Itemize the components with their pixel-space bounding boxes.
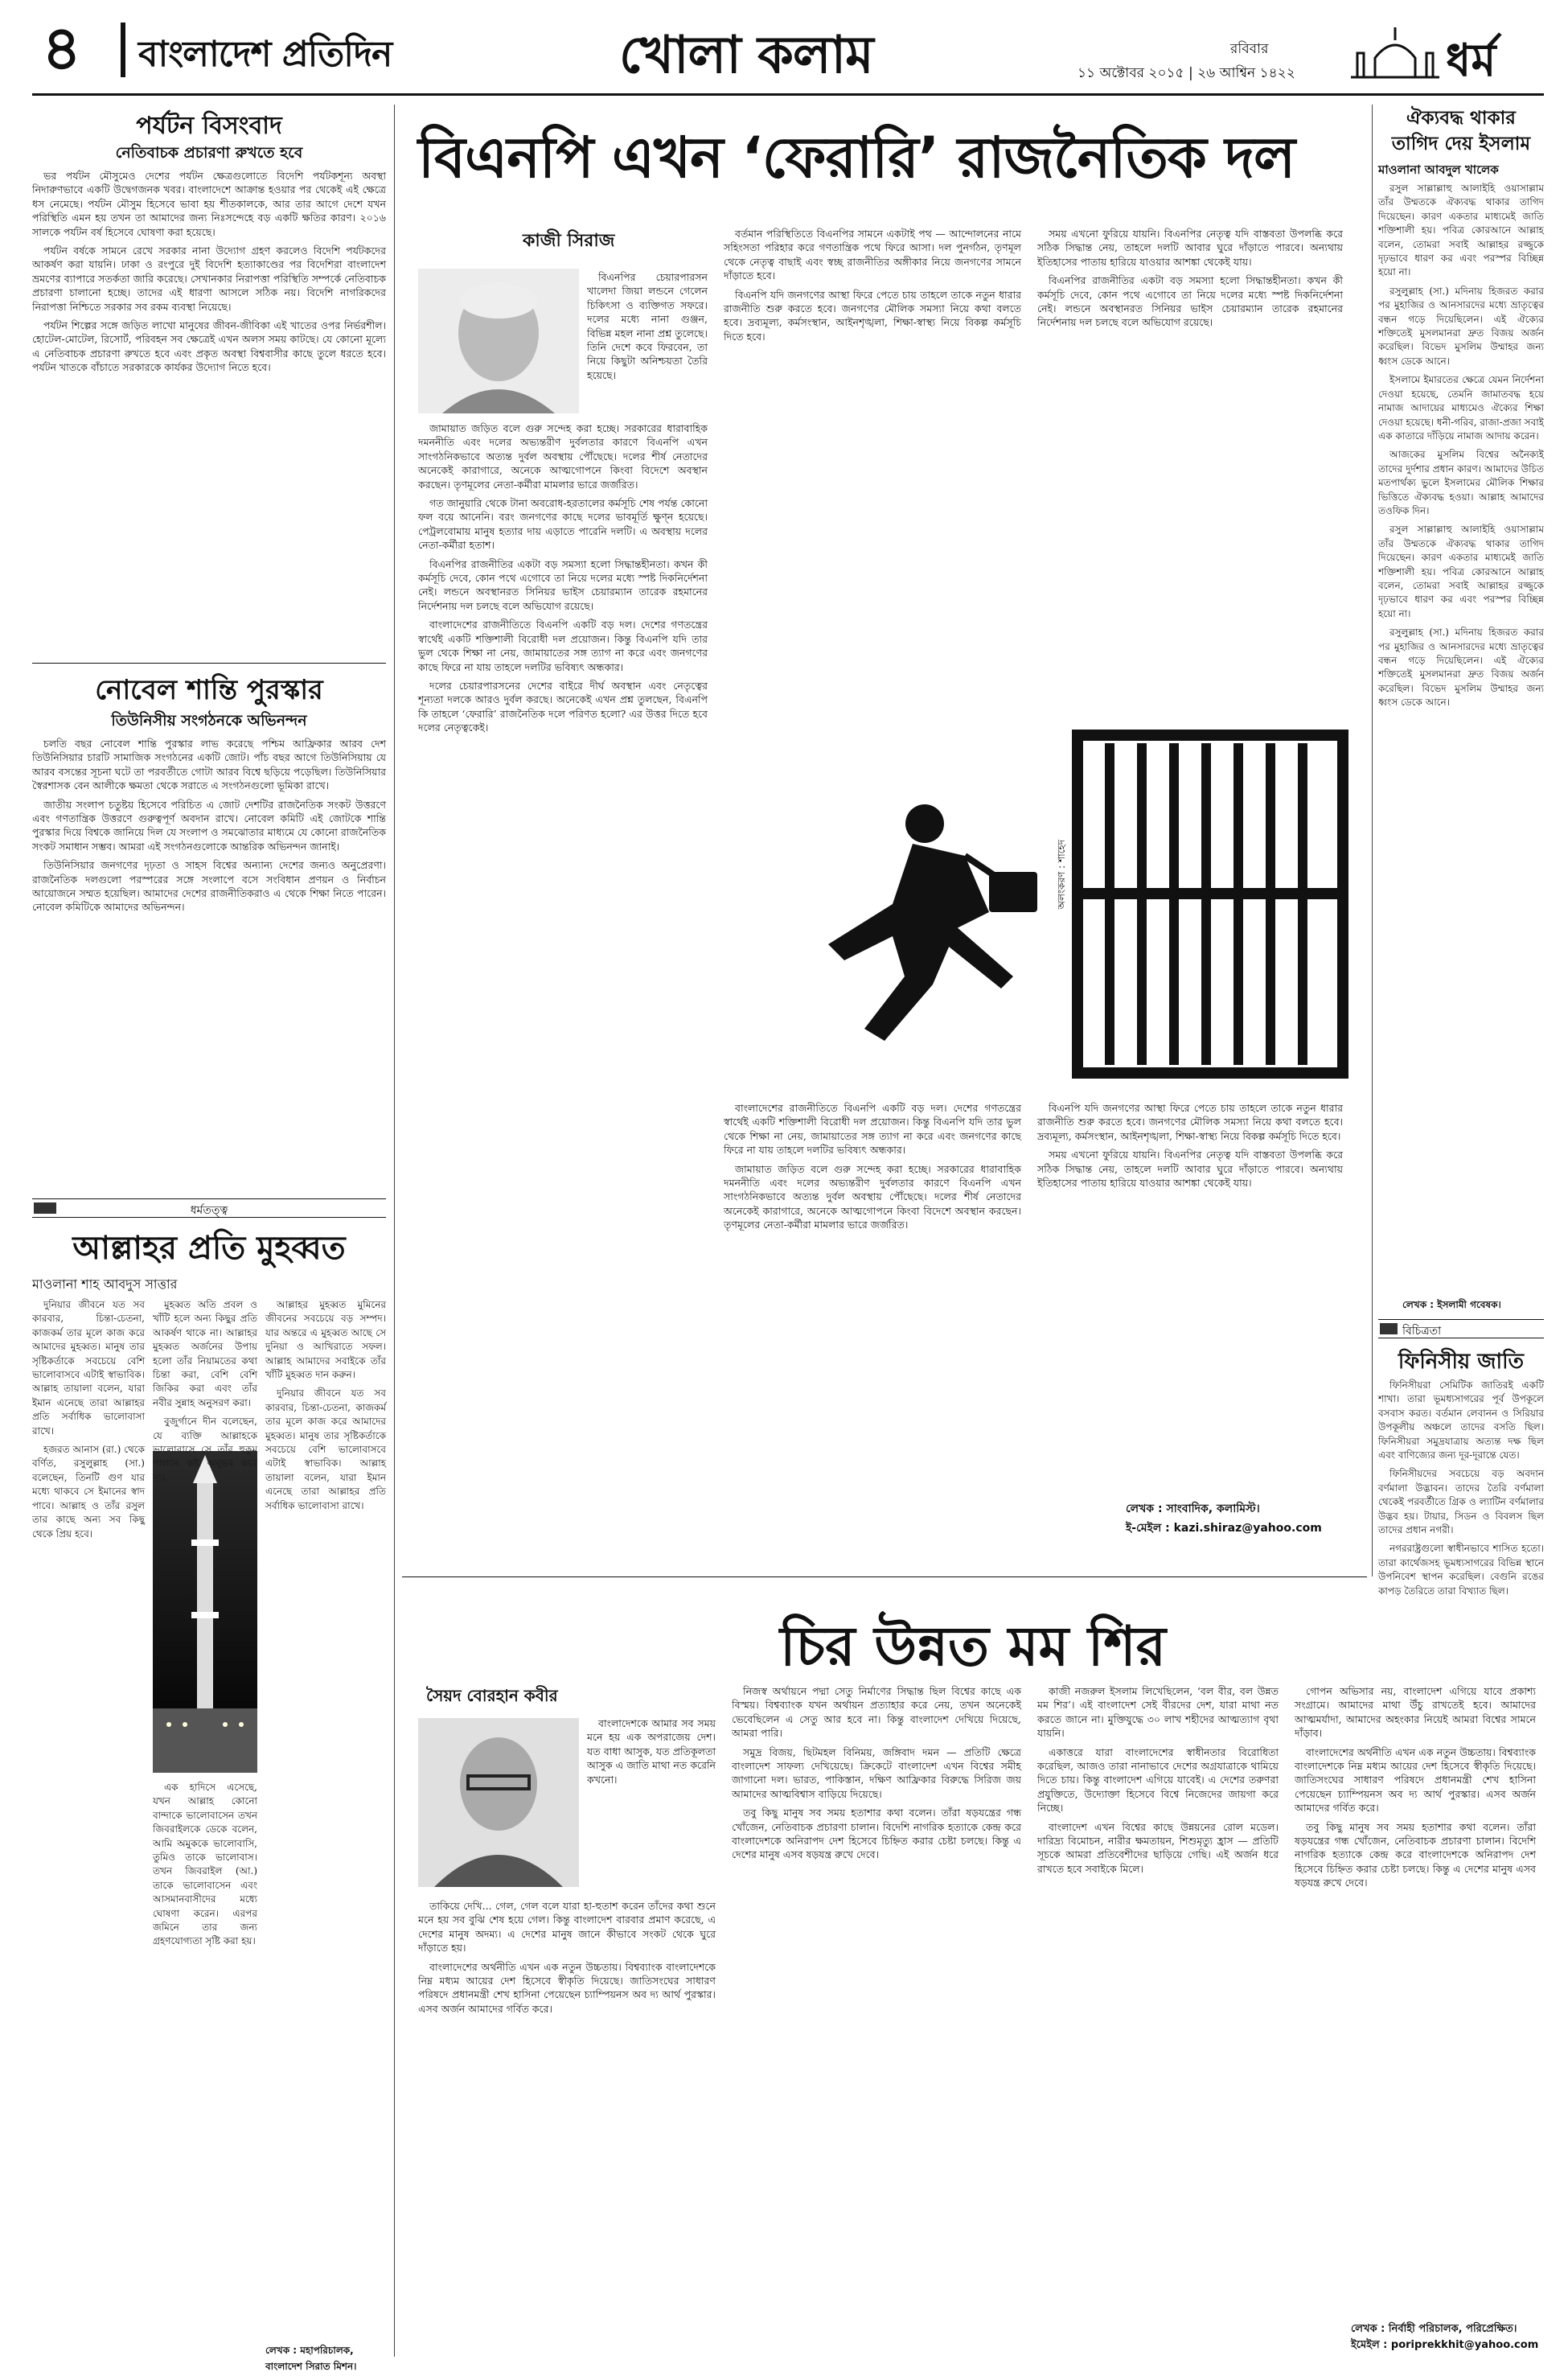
paragraph: ভর পর্যটন মৌসুমেও দেশের পর্যটন ক্ষেত্রগুলোতে বিদেশি পর্যটকশূন্য অবস্থা নিদারুণভাবে একটি উদ্বেগজনক খবর। বাংলাদেশে আক্রান্ত হওয়ার পর থেকেই এই ক্ষেত্রে ধস নেমেছে। পর্যটন মৌসুম হিসেবে ভাবা হয় শীতকালকে, আর তার আগে দেশে যখন পরিস্থিতি এমন হয় তখন তা আমাদের জন্য নিঃসন্দেহে বড় একটি ক্ষতির কারণ। ২০১৬ সালকে পর্যটন বর্ষ হিসেবে ঘোষণা করা হয়েছে। [32, 170, 386, 238]
right-column [1378, 100, 1545, 1597]
paragraph: একাত্তরে যারা বাংলাদেশের স্বাধীনতার বিরোধিতা করেছিল, আজও তারা নানাভাবে দেশের অগ্রযাত্রাকে থামিয়ে দিতে চায়। কিন্তু বাংলাদেশ এগিয়ে যাবেই। এ দেশের তরুণরা প্রযুক্তিতে, উদ্যোক্তা হিসেবে বিশ্বে নিজেদের জায়গা করে নিচ্ছে। [1037, 1745, 1279, 1815]
paragraph: নগররাষ্ট্রগুলো স্বাধীনভাবে শাসিত হতো। তারা কার্থেজসহ ভূমধ্যসাগরের বিভিন্ন স্থানে উপনিবেশ স্থাপন করেছিল। বেগুনি রঙের কাপড় তৈরিতে তারা বিখ্যাত ছিল। [1378, 1543, 1544, 1597]
article1-author: কাজী সিরাজ [523, 231, 615, 251]
paragraph: রসুলুল্লাহ (সা.) মদিনায় হিজরত করার পর মুহাজির ও আনসারদের মধ্যে ভ্রাতৃত্বের বন্ধন গড়ে দিয়েছিলেন। এই ঐক্যের শক্তিতেই মুসলমানরা দ্রুত বিজয় অর্জন করেছিল। বিভেদ মুসলিম উম্মাহর জন্য ধ্বংস ডেকে আনে। [1378, 285, 1544, 367]
paragraph: হজরত আনাস (রা.) থেকে বর্ণিত, রসুলুল্লাহ (সা.) বলেছেন, তিনটি গুণ যার মধ্যে থাকবে সে ইমানের স্বাদ পাবে। আল্লাহ ও তাঁর রসুল তার কাছে অন্য সব কিছু থেকে প্রিয় হবে। [32, 1444, 145, 1539]
article3-body-a [32, 1298, 145, 2344]
article2-lead [587, 1716, 716, 1893]
masthead-rule [32, 93, 1544, 96]
article2-author: সৈয়দ বোরহান কবীর [426, 1686, 558, 1705]
news2-headline: নোবেল শান্তি পুরস্কার [95, 674, 323, 706]
mosque-night-photo [153, 1451, 257, 1773]
right-h1-body [1378, 182, 1544, 1292]
news1-subhead: নেতিবাচক প্রচারণা রুখতে হবে [115, 144, 303, 162]
article1-footer-writer: লেখক : সাংবাদিক, কলামিস্ট। [1126, 1502, 1260, 1515]
misc-label: বিচিত্রতা [1402, 1325, 1442, 1338]
masthead-divider [121, 23, 125, 77]
paragraph: বিএনপির চেয়ারপারসন খালেদা জিয়া লন্ডনে গেলেন চিকিৎসা ও ব্যক্তিগত সফরে। দলের মধ্যে নানা গুঞ্জন, বিভিন্ন মহল নানা প্রশ্ন তুলেছে। তিনি দেশে কবে ফিরবেন, তা নিয়ে কিছুটা অনিশ্চয়তা তৈরি হয়েছে। [587, 271, 708, 381]
right-h1-footer: লেখক : ইসলামী গবেষক। [1402, 1299, 1501, 1310]
news2-subhead: তিউনিসীয় সংগঠনকে অভিনন্দন [111, 712, 307, 730]
section-title: খোলা কলাম [619, 26, 873, 85]
article2-headline: চির উন্নত মম শির [780, 1615, 1166, 1679]
paragraph: সময় এখনো ফুরিয়ে যায়নি। বিএনপির নেতৃত্ব যদি বাস্তবতা উপলব্ধি করে সঠিক সিদ্ধান্ত নেয়, তাহলে দলটি আবার ঘুরে দাঁড়াতে পারবে। অন্যথায় ইতিহাসের পাতায় হারিয়ে যাওয়ার আশঙ্কা থেকেই যায়। [1037, 1149, 1343, 1190]
article3-body-b [153, 1298, 257, 1483]
right-h1-line1: ঐক্যবদ্ধ থাকার [1406, 108, 1516, 129]
article1-footer-email: ই-মেইল : kazi.shiraz@yahoo.com [1126, 1522, 1322, 1535]
news1-headline: পর্যটন বিসংবাদ [136, 112, 282, 140]
right-h2: ফিনিসীয় জাতি [1398, 1350, 1525, 1374]
misc-icon [1380, 1323, 1398, 1334]
paragraph: নিজস্ব অর্থায়নে পদ্মা সেতু নির্মাণের সিদ্ধান্ত ছিল বিশ্বের কাছে এক বিস্ময়। বিশ্বব্যাংক যখন অর্থায়ন প্রত্যাহার করে নেয়, তখন অনেকেই ভেবেছিলেন এ সেতু আর হবে না। কিন্তু বাংলাদেশ দেখিয়ে দিয়েছে, আমরা পারি। [732, 1685, 1021, 1740]
paragraph: বাংলাদেশকে আমার সব সময় মনে হয় এক অপরাজেয় দেশ। যত বাধা আসুক, যত প্রতিকূলতা আসুক এ জাতি মাথা নত করেনি কখনো। [587, 1717, 716, 1786]
news1-body [32, 169, 386, 652]
paragraph: বিএনপি যদি জনগণের আস্থা ফিরে পেতে চায় তাহলে তাকে নতুন ধারার রাজনীতি শুরু করতে হবে। জনগণের মৌলিক সমস্যা নিয়ে কথা বলতে হবে। দ্রব্যমূল্য, কর্মসংস্থান, আইনশৃঙ্খলা, শিক্ষা-স্বাস্থ্য নিয়ে বিকল্প কর্মসূচি দিতে হবে। [1037, 1102, 1343, 1142]
minaret-icon [153, 1451, 257, 1773]
article3-author: মাওলানা শাহ আবদুস সাত্তার [32, 1276, 178, 1292]
paragraph: বাংলাদেশের অর্থনীতি এখন এক নতুন উচ্চতায়। বিশ্বব্যাংক বাংলাদেশকে নিম্ন মধ্যম আয়ের দেশ হিসেবে স্বীকৃতি দিয়েছে। জাতিসংঘের সাধারণ পরিষদে প্রধানমন্ত্রী শেখ হাসিনা পেয়েছেন চ্যাম্পিয়নস অব দ্য আর্থ পুরস্কার। এসব অর্জন আমাদের গর্বিত করে। [418, 1960, 716, 2015]
paragraph: বুজুর্গানে দীন বলেছেন, যে ব্যক্তি আল্লাহকে ভালোবাসে সে তাঁর হুকুম পালনে কষ্ট অনুভব করে না। [153, 1416, 257, 1483]
article1-headline: বিএনপি এখন ‘ফেরারি’ রাজনৈতিক দল [418, 125, 1295, 191]
right-column-divider [1372, 105, 1373, 1576]
paragraph: রসুলুল্লাহ (সা.) মদিনায় হিজরত করার পর মুহাজির ও আনসারদের মধ্যে ভ্রাতৃত্বের বন্ধন গড়ে দিয়েছিলেন। এই ঐক্যের শক্তিতেই মুসলমানরা দ্রুত বিজয় অর্জন করেছিল। বিভেদ মুসলিম উম্মাহর জন্য ধ্বংস ডেকে আনে। [1378, 627, 1544, 709]
paragraph: রসুল সাল্লাল্লাহু আলাইহি ওয়াসাল্লাম তাঁর উম্মতকে ঐক্যবদ্ধ থাকার তাগিদ দিয়েছেন। কারণ একতার মাধ্যমেই জাতি শক্তিশালী হয়। পবিত্র কোরআনে আল্লাহ বলেন, তোমরা সবাই আল্লাহর রজ্জুকে দৃঢ়ভাবে ধারণ কর এবং পরস্পর বিচ্ছিন্ন হয়ো না। [1378, 524, 1544, 619]
masthead [0, 0, 1568, 95]
column-divider [394, 105, 395, 2357]
paragraph: মুহব্বত অতি প্রবল ও খাঁটি হলে অন্য কিছুর প্রতি আকর্ষণ থাকে না। আল্লাহর মুহব্বত অর্জনের উপায় হলো তাঁর নিয়ামতের কথা চিন্তা করা, বেশি বেশি জিকির করা এবং তাঁর নবীর সুন্নাহ অনুসরণ করা। [153, 1299, 257, 1408]
paragraph: দলের চেয়ারপারসনের দেশের বাইরে দীর্ঘ অবস্থান এবং নেতৃত্বের শূন্যতা দলকে আরও দুর্বল করছে। অনেকেই এখন প্রশ্ন তুলছেন, বিএনপি কি তাহলে ‘ফেরারি’ রাজনৈতিক দলে পরিণত হলো? এর উত্তর দিতে হবে দলের নেতৃত্বকেই। [418, 679, 708, 734]
misc-bar [1378, 1319, 1544, 1338]
right-h1-author: মাওলানা আবদুল খালেক [1378, 162, 1499, 177]
paragraph: রসুল সাল্লাল্লাহু আলাইহি ওয়াসাল্লাম তাঁর উম্মতকে ঐক্যবদ্ধ থাকার তাগিদ দিয়েছেন। কারণ একতার মাধ্যমেই জাতি শক্তিশালী হয়। পবিত্র কোরআনে আল্লাহ বলেন, তোমরা সবাই আল্লাহর রজ্জুকে দৃঢ়ভাবে ধারণ কর এবং পরস্পর বিচ্ছিন্ন হয়ো না। [1378, 183, 1544, 278]
article2-col3 [1037, 1684, 1279, 2352]
illustration-caption: অলংকরণ : শাহেদ [1056, 840, 1067, 910]
article2-footer-email: ইমেইল : poriprekkhit@yahoo.com [1351, 2339, 1539, 2351]
paragraph: বিএনপি যদি জনগণের আস্থা ফিরে পেতে চায় তাহলে তাকে নতুন ধারার রাজনীতি শুরু করতে হবে। জনগণের মৌলিক সমস্যা নিয়ে কথা বলতে হবে। দ্রব্যমূল্য, কর্মসংস্থান, আইনশৃঙ্খলা, শিক্ষা-স্বাস্থ্য নিয়ে বিকল্প কর্মসূচি দিতে হবে। [724, 288, 1021, 343]
mosque-icon [1351, 24, 1439, 80]
paragraph: এক হাদিসে এসেছে, যখন আল্লাহ কোনো বান্দাকে ভালোবাসেন তখন জিবরাইলকে ডেকে বলেন, আমি অমুককে ভালোবাসি, তুমিও তাকে ভালোবাস। তখন জিবরাইল (আ.) তাকে ভালোবাসেন এবং আসমানবাসীদের মধ্যে ঘোষণা করেন। এরপর জমিনে তার জন্য গ্রহণযোগ্যতা সৃষ্টি করা হয়। [153, 1782, 257, 1947]
paragraph: ফিনিসীয়দের সবচেয়ে বড় অবদান বর্ণমালা উদ্ভাবন। তাদের তৈরি বর্ণমালা থেকেই পরবর্তীতে গ্রিক ও ল্যাটিন বর্ণমালার উদ্ভব হয়। টায়ার, সিডন ও বিবলস ছিল তাদের প্রধান নগরী। [1378, 1468, 1544, 1536]
paragraph: ফিনিসীয়রা সেমিটিক জাতিরই একটি শাখা। তারা ভূমধ্যসাগরের পূর্ব উপকূলে বসবাস করত। বর্তমান লেবানন ও সিরিয়ার উপকূলীয় অঞ্চলে তাদের বসতি ছিল। ফিনিসীয়রা সমুদ্রযাত্রায় অত্যন্ত দক্ষ ছিল এবং বাণিজ্যের জন্য দূর-দূরান্তে যেত। [1378, 1379, 1544, 1461]
paragraph: বাংলাদেশের রাজনীতিতে বিএনপি একটি বড় দল। দেশের গণতন্ত্রের স্বার্থেই একটি শক্তিশালী বিরোধী দল প্রয়োজন। কিন্তু বিএনপি যদি তার ভুল থেকে শিক্ষা না নেয়, জামায়াতের সঙ্গ ত্যাগ না করে এবং জনগণের কাছে ফিরে না যায় তাহলে দলটির ভবিষ্যৎ অন্ধকার। [418, 619, 708, 673]
paragraph: আজকের মুসলিম বিশ্বের অনৈক্যই তাদের দুর্দশার প্রধান কারণ। আমাদের উচিত মতপার্থক্য ভুলে ইসলামের মৌলিক শিক্ষার ভিত্তিতে ঐক্যবদ্ধ হওয়া। আল্লাহ আমাদের তওফিক দিন। [1378, 449, 1544, 516]
paragraph: বাংলাদেশ এখন বিশ্বের কাছে উন্নয়নের রোল মডেল। দারিদ্র্য বিমোচন, নারীর ক্ষমতায়ন, শিশুমৃত্যু হ্রাস — প্রতিটি সূচকে আমরা প্রতিবেশীদের ছাড়িয়ে গেছি। এই অর্জন ধরে রাখতে হবে সবাইকে মিলে। [1037, 1820, 1279, 1875]
right-h2-body [1378, 1379, 1544, 1597]
paragraph: বাংলাদেশের অর্থনীতি এখন এক নতুন উচ্চতায়। বিশ্বব্যাংক বাংলাদেশকে নিম্ন মধ্যম আয়ের দেশ হিসেবে স্বীকৃতি দিয়েছে। জাতিসংঘের সাধারণ পরিষদে প্রধানমন্ত্রী শেখ হাসিনা পেয়েছেন চ্যাম্পিয়নস অব দ্য আর্থ পুরস্কার। এসব অর্জন আমাদের গর্বিত করে। [1295, 1745, 1536, 1815]
paragraph: পর্যটন বর্ষকে সামনে রেখে সরকার নানা উদ্যোগ গ্রহণ করলেও বিদেশি পর্যটকদের আকর্ষণ করা যায়নি। ঢাকা ও রংপুরে দুই বিদেশি হত্যাকাণ্ডের পর বিদেশিরা বাংলাদেশ ভ্রমণের ব্যাপারে সতর্কতা জারি করেছে। সেখানকার নিরাপত্তা পরিস্থিতি সম্পর্কে নেতিবাচক প্রচারণা চালানো হচ্ছে। তাদের এই ধারণা আসলে সঠিক নয়। বিদেশি নাগরিকদের নিরাপত্তা নিশ্চিতে সরকার সব রকম ব্যবস্থা নিয়েছে। [32, 245, 386, 313]
left-column [32, 100, 386, 2372]
paragraph: দুনিয়ার জীবনে যত সব কারবার, চিন্তা-চেতনা, কাজকর্ম তার মূলে কাজ করে আমাদের মুহব্বত। মানুষ তার সৃষ্টিকর্তাকে সবচেয়ে বেশি ভালোবাসবে এটাই স্বাভাবিক। আল্লাহ তায়ালা বলেন, যারা ইমান এনেছে তারা আল্লাহর প্রতি সর্বাধিক ভালোবাসা রাখে। [32, 1299, 145, 1437]
news2-body [32, 737, 386, 1187]
paragraph: তিউনিসিয়ার জনগণের দৃঢ়তা ও সাহস বিশ্বের অন্যান্য দেশের জন্যও অনুপ্রেরণা। রাজনৈতিক দলগুলো পরস্পরের সঙ্গে সংলাপে বসে সংবিধান প্রণয়ন ও নির্বাচন আয়োজনে সম্মত হয়েছিল। আমাদের দেশের রাজনীতিকরাও এ থেকে শিক্ষা নিতে পারেন। নোবেল কমিটিকে আমাদের অভিনন্দন। [32, 859, 386, 914]
paragraph: ইসলামে ইমারতের ক্ষেত্রে যেমন নির্দেশনা দেওয়া হয়েছে, তেমনি জামাতবদ্ধ হয়ে নামাজ আদায়ের মাধ্যমেও ঐক্যের শিক্ষা দেওয়া হয়েছে। ধনী-গরিব, রাজা-প্রজা সবাই এক কাতারে দাঁড়িয়ে নামাজ আদায় করেন। [1378, 374, 1545, 442]
article1-col1 [418, 421, 708, 1564]
paragraph: গোপন অভিসার নয়, বাংলাদেশ এগিয়ে যাবে প্রকাশ্য সংগ্রামে। আমাদের মাথা উঁচু রাখতেই হবে। আমাদের আত্মমর্যাদা, আমাদের অহংকার নিয়েই আমরা বিশ্বের সামনে দাঁড়াব। [1295, 1685, 1536, 1740]
paragraph: বাংলাদেশের রাজনীতিতে বিএনপি একটি বড় দল। দেশের গণতন্ত্রের স্বার্থেই একটি শক্তিশালী বিরোধী দল প্রয়োজন। কিন্তু বিএনপি যদি তার ভুল থেকে শিক্ষা না নেয়, জামায়াতের সঙ্গ ত্যাগ না করে এবং জনগণের কাছে ফিরে না যায় তাহলে দলটির ভবিষ্যৎ অন্ধকার। [724, 1102, 1021, 1157]
paragraph: সমুদ্র বিজয়, ছিটমহল বিনিময়, জঙ্গিবাদ দমন — প্রতিটি ক্ষেত্রে বাংলাদেশ সাফল্য দেখিয়েছে। ক্রিকেটে বাংলাদেশ এখন বিশ্বের সমীহ জাগানো দল। ভারত, পাকিস্তান, দক্ষিণ আফ্রিকার বিরুদ্ধে সিরিজ জয় আমাদের আত্মবিশ্বাস বাড়িয়ে দিয়েছে। [732, 1745, 1021, 1800]
author-photo [418, 269, 579, 413]
article3-body-c [265, 1298, 386, 2344]
article1-col5 [1037, 1101, 1343, 1487]
article2-col2 [732, 1684, 1021, 2352]
dharmatattva-label: ধর্মতত্ত্ব [190, 1204, 228, 1217]
illustration [724, 719, 1351, 1089]
article1-col2 [724, 227, 1021, 709]
article1-col4 [724, 1101, 1021, 1560]
article3-footer: লেখক : মহাপরিচালক, বাংলাদেশ সিরাত মিশন। [265, 2345, 357, 2372]
article1-col3 [1037, 227, 1343, 709]
paragraph: জাতীয় সংলাপ চতুষ্টয় হিসেবে পরিচিত এ জোট দেশটির রাজনৈতিক সংকট উত্তরণে এবং গণতান্ত্রিক উত্তরণে গুরুত্বপূর্ণ অবদান রাখে। নোবেল কমিটি এই জোটকে শান্তি পুরস্কার দিয়ে বিশ্বকে জানিয়ে দিল যে সংলাপ ও সমঝোতার মাধ্যমে যে কোনো রাজনৈতিক সংকট সমাধান সম্ভব। আমরা এই সংগঠনগুলোকে আন্তরিক অভিনন্দন জানাই। [32, 798, 386, 853]
paragraph: তবু কিছু মানুষ সব সময় হতাশার কথা বলেন। তাঁরা ষড়যন্ত্রের গন্ধ খোঁজেন, নেতিবাচক প্রচারণা চালান। বিদেশি নাগরিক হত্যাকে কেন্দ্র করে বাংলাদেশকে অনিরাপদ দেশ হিসেবে চিহ্নিত করার চেষ্টা চলছে। কিন্তু এ দেশের মানুষ এসব ষড়যন্ত্র রুখে দেবে। [732, 1807, 1021, 1861]
prison-escape-illustration [724, 719, 1351, 1089]
paragraph: কাজী নজরুল ইসলাম লিখেছিলেন, ‘বল বীর, বল উন্নত মম শির’। এই বাংলাদেশ সেই বীরদের দেশ, যারা মাথা নত করতে জানে না। মুক্তিযুদ্ধে ৩০ লাখ শহীদের আত্মত্যাগ বৃথা যায়নি। [1037, 1685, 1279, 1740]
paragraph: জামায়াত জড়িত বলে গুরু সন্দেহ করা হচ্ছে। সরকারের ধারাবাহিক দমননীতি এবং দলের অভ্যন্তরীণ দুর্বলতার কারণে বিএনপি এখন সাংগঠনিকভাবে অত্যন্ত দুর্বল অবস্থায় পৌঁছেছে। দলের শীর্ষ নেতাদের অনেকেই কারাগারে, অনেকে আত্মগোপনে কিংবা বিদেশে অবস্থান করছেন। তৃণমূলের নেতা-কর্মীরা মামলার ভারে জর্জরিত। [418, 422, 708, 491]
article2-footer-writer: লেখক : নির্বাহী পরিচালক, পরিপ্রেক্ষিত। [1351, 2323, 1517, 2335]
section-divider [402, 1576, 1367, 1577]
news2-rule [32, 663, 386, 664]
author2-photo [418, 1718, 579, 1887]
paragraph: চলতি বছর নোবেল শান্তি পুরস্কার লাভ করেছে পশ্চিম আফ্রিকার আরব দেশ তিউনিসিয়ার চারটি সামাজিক সংগঠনের একটি জোট। পাঁচ বছর আগে তিউনিসিয়ায় যে আরব বসন্তের সূচনা ঘটে তা পরবর্তীতে গোটা আরব বিশ্বে ছড়িয়ে পড়েছিল। তিউনিসিয়ার স্বৈরশাসক বেন আলীকে ক্ষমতা থেকে সরাতে এ সংগঠনগুলো ভূমিকা রাখে। [32, 738, 386, 792]
article1 [402, 100, 1367, 1572]
person-icon [418, 1718, 579, 1887]
weekday: রবিবার [1230, 41, 1269, 57]
dharmatattva-bar [32, 1198, 386, 1218]
article2-col1 [418, 1899, 716, 2349]
paragraph: বর্তমান পরিস্থিতিতে বিএনপির সামনে একটাই পথ — আন্দোলনের নামে সহিংসতা পরিহার করে গণতান্ত্রিক পথে ফিরে আসা। দল পুনর্গঠন, তৃণমূল থেকে নেতৃত্ব বাছাই এবং স্বচ্ছ রাজনীতির অঙ্গীকার নিয়ে জনগণের সামনে দাঁড়াতে হবে। [724, 228, 1021, 282]
paragraph: আল্লাহর মুহব্বত মুমিনের জীবনের সবচেয়ে বড় সম্পদ। যার অন্তরে এ মুহব্বত আছে সে দুনিয়া ও আখিরাতে সফল। আল্লাহ আমাদের সবাইকে তাঁর খাঁটি মুহব্বত দান করুন। [265, 1299, 386, 1381]
paragraph: গত জানুয়ারি থেকে টানা অবরোধ-হরতালের কর্মসূচি শেষ পর্যন্ত কোনো ফল বয়ে আনেনি। বরং জনগণের কাছে দলের ভাবমূর্তি ক্ষুণ্ন হয়েছে। পেট্রলবোমায় মানুষ হত্যার দায় এড়াতে পারেনি দলটি। এ অবস্থায় দলের নেতা-কর্মীরা হতাশ। [418, 497, 708, 552]
paragraph: তবু কিছু মানুষ সব সময় হতাশার কথা বলেন। তাঁরা ষড়যন্ত্রের গন্ধ খোঁজেন, নেতিবাচক প্রচারণা চালান। বিদেশি নাগরিক হত্যাকে কেন্দ্র করে বাংলাদেশকে অনিরাপদ দেশ হিসেবে চিহ্নিত করার চেষ্টা চলছে। কিন্তু এ দেশের মানুষ এসব ষড়যন্ত্র রুখে দেবে। [1295, 1820, 1536, 1889]
paragraph: তাকিয়ে দেখি... গেল, গেল বলে যারা হা-হুতাশ করেন তাঁদের কথা শুনে মনে হয় সব বুঝি শেষ হয়ে গেল। কিন্তু বাংলাদেশ বারবার প্রমাণ করেছে, এ দেশের মানুষ অদম্য। এ দেশের মানুষ জানে কীভাবে সংকট থেকে ঘুরে দাঁড়াতে হয়। [418, 1900, 716, 1955]
article3-body-b2 [153, 1781, 257, 2344]
right-h1-line2: তাগিদ দেয় ইসলাম [1391, 134, 1531, 154]
article2-col4 [1295, 1684, 1536, 2312]
person-icon [418, 269, 579, 413]
paragraph: বিএনপির রাজনীতির একটা বড় সমস্যা হলো সিদ্ধান্তহীনতা। কখন কী কর্মসূচি দেবে, কোন পথে এগোবে তা নিয়ে দলের মধ্যে স্পষ্ট দিকনির্দেশনা নেই। লন্ডনে অবস্থানরত সিনিয়র ভাইস চেয়ারম্যান তারেক রহমানের নির্দেশনায় দল চলছে বলে অভিযোগ রয়েছে। [1037, 274, 1343, 329]
date-line: ১১ অক্টোবর ২০১৫ | ২৬ আশ্বিন ১৪২২ [1077, 65, 1295, 81]
paragraph: বিএনপির রাজনীতির একটা বড় সমস্যা হলো সিদ্ধান্তহীনতা। কখন কী কর্মসূচি দেবে, কোন পথে এগোবে তা নিয়ে দলের মধ্যে স্পষ্ট দিকনির্দেশনা নেই। লন্ডনে অবস্থানরত সিনিয়র ভাইস চেয়ারম্যান তারেক রহমানের নির্দেশনায় দল চলছে বলে অভিযোগ রয়েছে। [418, 557, 708, 612]
paragraph: পর্যটন শিল্পের সঙ্গে জড়িত লাখো মানুষের জীবন-জীবিকা এই খাতের ওপর নির্ভরশীল। হোটেল-মোটেল, রিসোর্ট, পরিবহন সব ক্ষেত্রেই এখন অলস সময় কাটছে। যে কোনো মূল্যে এ নেতিবাচক প্রচারণা রুখতে হবে এবং প্রকৃত অবস্থা বিশ্ববাসীর কাছে তুলে ধরতে হবে। পর্যটন খাতকে বাঁচাতে সরকারকে কার্যকর উদ্যোগ নিতে হবে। [32, 319, 386, 374]
dharma-label: ধর্ম [1446, 35, 1496, 87]
page-number: ৪ [42, 12, 82, 84]
paragraph: সময় এখনো ফুরিয়ে যায়নি। বিএনপির নেতৃত্ব যদি বাস্তবতা উপলব্ধি করে সঠিক সিদ্ধান্ত নেয়, তাহলে দলটি আবার ঘুরে দাঁড়াতে পারবে। অন্যথায় ইতিহাসের পাতায় হারিয়ে যাওয়ার আশঙ্কা থেকেই যায়। [1037, 228, 1343, 268]
dharma-section [1351, 19, 1560, 87]
article3-headline: আল্লাহর প্রতি মুহব্বত [72, 1230, 346, 1267]
article1-lead [587, 270, 708, 415]
paragraph: দুনিয়ার জীবনে যত সব কারবার, চিন্তা-চেতনা, কাজকর্ম তার মূলে কাজ করে আমাদের মুহব্বত। মানুষ তার সৃষ্টিকর্তাকে সবচেয়ে বেশি ভালোবাসবে এটাই স্বাভাবিক। আল্লাহ তায়ালা বলেন, যারা ইমান এনেছে তারা আল্লাহর প্রতি সর্বাধিক ভালোবাসা রাখে। [265, 1387, 386, 1511]
paper-name: বাংলাদেশ প্রতিদিন [138, 34, 392, 75]
article2 [402, 1581, 1544, 2362]
paragraph: জামায়াত জড়িত বলে গুরু সন্দেহ করা হচ্ছে। সরকারের ধারাবাহিক দমননীতি এবং দলের অভ্যন্তরীণ দুর্বলতার কারণে বিএনপি এখন সাংগঠনিকভাবে অত্যন্ত দুর্বল অবস্থায় পৌঁছেছে। দলের শীর্ষ নেতাদের অনেকেই কারাগারে, অনেকে আত্মগোপনে কিংবা বিদেশে অবস্থান করছেন। তৃণমূলের নেতা-কর্মীরা মামলার ভারে জর্জরিত। [724, 1162, 1021, 1231]
